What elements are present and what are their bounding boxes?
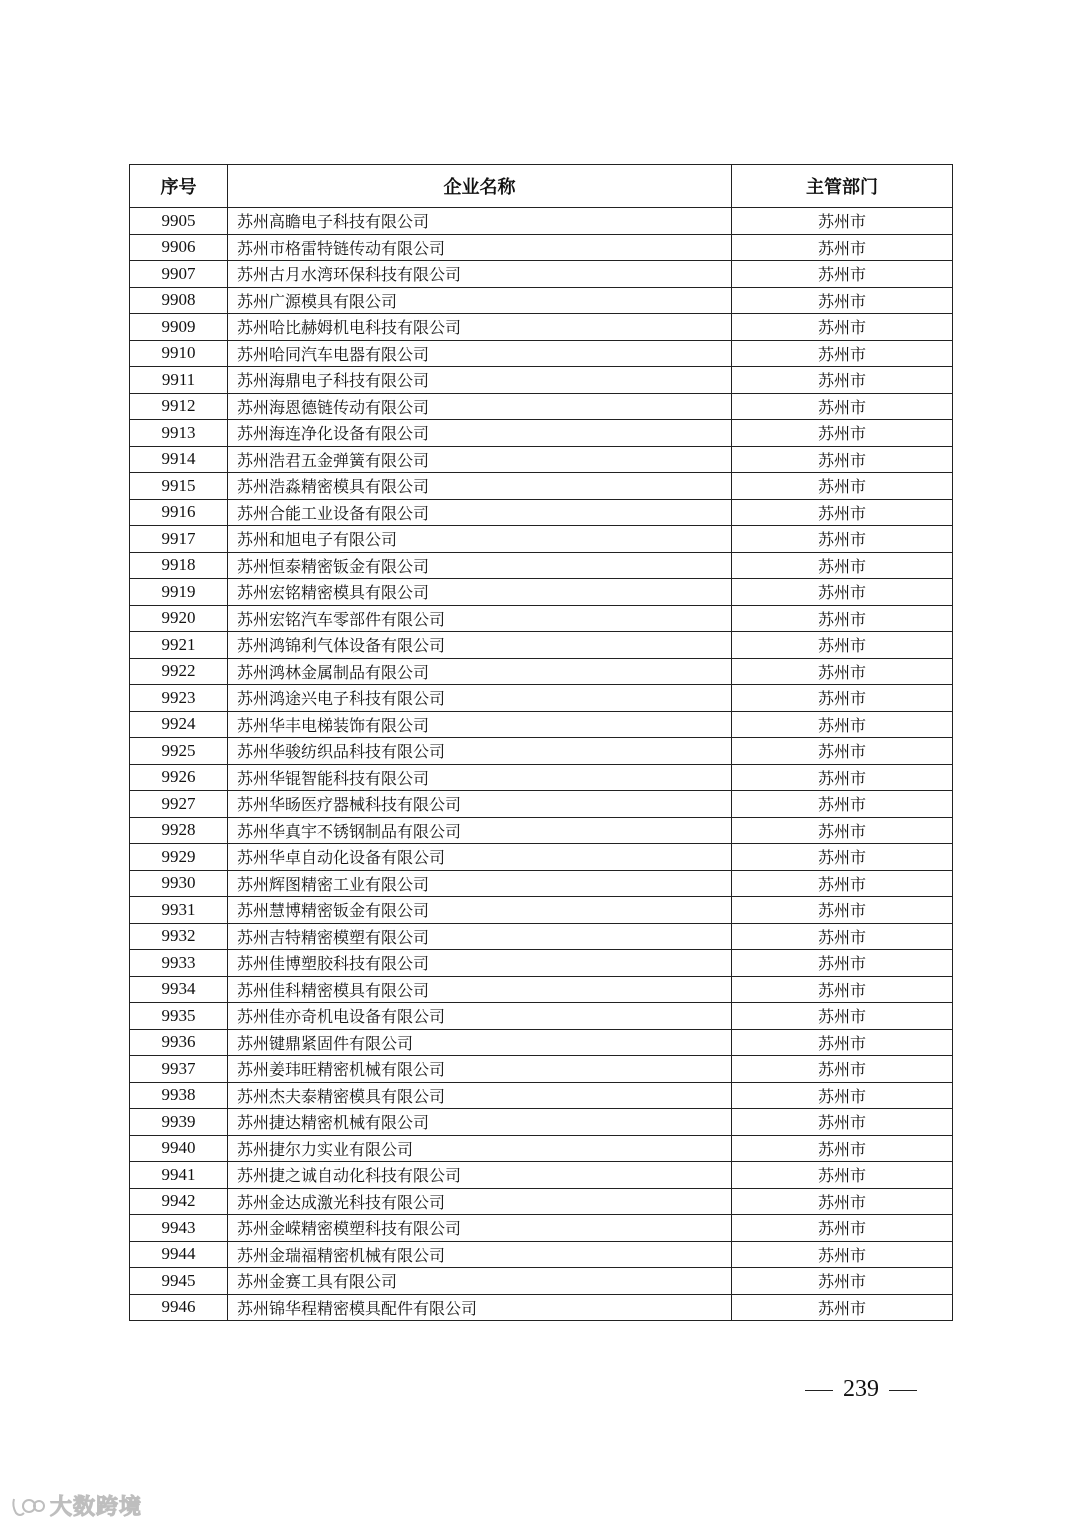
company-name-cell: 苏州宏铭精密模具有限公司 [228, 579, 732, 606]
department-cell: 苏州市 [732, 1082, 953, 1109]
table-row [130, 1215, 953, 1242]
serial-number-cell: 9928 [130, 817, 228, 844]
serial-number-cell: 9941 [130, 1162, 228, 1189]
department-cell: 苏州市 [732, 738, 953, 765]
company-name-cell: 苏州和旭电子有限公司 [228, 526, 732, 553]
serial-number-cell: 9933 [130, 950, 228, 977]
table-row [130, 685, 953, 712]
serial-number-cell: 9909 [130, 314, 228, 341]
table-row [130, 1241, 953, 1268]
company-name-cell: 苏州杰夫泰精密模具有限公司 [228, 1082, 732, 1109]
company-name-cell: 苏州宏铭汽车零部件有限公司 [228, 605, 732, 632]
serial-number-cell: 9922 [130, 658, 228, 685]
table-row [130, 1056, 953, 1083]
serial-number-cell: 9929 [130, 844, 228, 871]
company-name-cell: 苏州姜玮旺精密机械有限公司 [228, 1056, 732, 1083]
company-name-cell: 苏州金嵘精密模塑科技有限公司 [228, 1215, 732, 1242]
department-cell: 苏州市 [732, 711, 953, 738]
header-serial-number: 序号 [130, 165, 228, 208]
company-name-cell: 苏州键鼎紧固件有限公司 [228, 1029, 732, 1056]
dash-right [889, 1390, 917, 1391]
department-cell: 苏州市 [732, 1162, 953, 1189]
company-name-cell: 苏州佳亦奇机电设备有限公司 [228, 1003, 732, 1030]
department-cell: 苏州市 [732, 340, 953, 367]
company-name-cell: 苏州金瑞福精密机械有限公司 [228, 1241, 732, 1268]
table-row [130, 393, 953, 420]
watermark [10, 1490, 142, 1521]
department-cell: 苏州市 [732, 632, 953, 659]
serial-number-cell: 9905 [130, 208, 228, 235]
company-name-cell: 苏州恒泰精密钣金有限公司 [228, 552, 732, 579]
department-cell: 苏州市 [732, 844, 953, 871]
table-row [130, 1029, 953, 1056]
serial-number-cell: 9926 [130, 764, 228, 791]
table-row [130, 817, 953, 844]
table-row [130, 526, 953, 553]
company-name-cell: 苏州慧博精密钣金有限公司 [228, 897, 732, 924]
table-row [130, 499, 953, 526]
company-name-cell: 苏州华真宇不锈钢制品有限公司 [228, 817, 732, 844]
department-cell: 苏州市 [732, 367, 953, 394]
table-row [130, 261, 953, 288]
company-name-cell: 苏州锦华程精密模具配件有限公司 [228, 1294, 732, 1321]
table-row [130, 658, 953, 685]
company-name-cell: 苏州哈比赫姆机电科技有限公司 [228, 314, 732, 341]
serial-number-cell: 9923 [130, 685, 228, 712]
department-cell: 苏州市 [732, 234, 953, 261]
department-cell: 苏州市 [732, 499, 953, 526]
table-row [130, 791, 953, 818]
company-name-cell: 苏州哈同汽车电器有限公司 [228, 340, 732, 367]
company-name-cell: 苏州高瞻电子科技有限公司 [228, 208, 732, 235]
department-cell: 苏州市 [732, 1294, 953, 1321]
department-cell: 苏州市 [732, 605, 953, 632]
company-name-cell: 苏州佳科精密模具有限公司 [228, 976, 732, 1003]
department-cell: 苏州市 [732, 923, 953, 950]
company-name-cell: 苏州海连净化设备有限公司 [228, 420, 732, 447]
serial-number-cell: 9916 [130, 499, 228, 526]
table-row [130, 208, 953, 235]
company-name-cell: 苏州华卓自动化设备有限公司 [228, 844, 732, 871]
table-row [130, 1003, 953, 1030]
page-number [795, 1376, 927, 1403]
department-cell: 苏州市 [732, 208, 953, 235]
department-cell: 苏州市 [732, 764, 953, 791]
serial-number-cell: 9940 [130, 1135, 228, 1162]
department-cell: 苏州市 [732, 473, 953, 500]
serial-number-cell: 9946 [130, 1294, 228, 1321]
serial-number-cell: 9921 [130, 632, 228, 659]
table-row [130, 1109, 953, 1136]
company-name-cell: 苏州鸿锦利气体设备有限公司 [228, 632, 732, 659]
table-row [130, 579, 953, 606]
serial-number-cell: 9944 [130, 1241, 228, 1268]
department-cell: 苏州市 [732, 314, 953, 341]
department-cell: 苏州市 [732, 1188, 953, 1215]
company-name-cell: 苏州鸿途兴电子科技有限公司 [228, 685, 732, 712]
department-cell: 苏州市 [732, 420, 953, 447]
table-row [130, 1294, 953, 1321]
serial-number-cell: 9945 [130, 1268, 228, 1295]
table-row [130, 605, 953, 632]
department-cell: 苏州市 [732, 1029, 953, 1056]
department-cell: 苏州市 [732, 658, 953, 685]
serial-number-cell: 9910 [130, 340, 228, 367]
table-header-row [130, 165, 953, 208]
table-row [130, 420, 953, 447]
table-body [130, 208, 953, 1321]
table-row [130, 340, 953, 367]
table-row [130, 552, 953, 579]
company-name-cell: 苏州古月水湾环保科技有限公司 [228, 261, 732, 288]
company-name-cell: 苏州捷之诚自动化科技有限公司 [228, 1162, 732, 1189]
department-cell: 苏州市 [732, 526, 953, 553]
company-name-cell: 苏州佳博塑胶科技有限公司 [228, 950, 732, 977]
department-cell: 苏州市 [732, 897, 953, 924]
company-name-cell: 苏州海鼎电子科技有限公司 [228, 367, 732, 394]
table-row [130, 1082, 953, 1109]
watermark-text: 大数跨境 [50, 1495, 143, 1520]
department-cell: 苏州市 [732, 1241, 953, 1268]
header-company-name: 企业名称 [228, 165, 732, 208]
serial-number-cell: 9915 [130, 473, 228, 500]
company-name-cell: 苏州华骏纺织品科技有限公司 [228, 738, 732, 765]
department-cell: 苏州市 [732, 1109, 953, 1136]
company-table [129, 164, 953, 1321]
table-row [130, 234, 953, 261]
serial-number-cell: 9914 [130, 446, 228, 473]
department-cell: 苏州市 [732, 446, 953, 473]
company-name-cell: 苏州广源模具有限公司 [228, 287, 732, 314]
serial-number-cell: 9927 [130, 791, 228, 818]
table-row [130, 1268, 953, 1295]
table-row [130, 473, 953, 500]
serial-number-cell: 9925 [130, 738, 228, 765]
serial-number-cell: 9937 [130, 1056, 228, 1083]
header-department: 主管部门 [732, 165, 953, 208]
department-cell: 苏州市 [732, 1268, 953, 1295]
table-row [130, 764, 953, 791]
department-cell: 苏州市 [732, 685, 953, 712]
company-name-cell: 苏州吉特精密模塑有限公司 [228, 923, 732, 950]
serial-number-cell: 9918 [130, 552, 228, 579]
company-name-cell: 苏州金赛工具有限公司 [228, 1268, 732, 1295]
serial-number-cell: 9934 [130, 976, 228, 1003]
serial-number-cell: 9913 [130, 420, 228, 447]
table-row [130, 738, 953, 765]
table-row [130, 923, 953, 950]
company-name-cell: 苏州捷达精密机械有限公司 [228, 1109, 732, 1136]
department-cell: 苏州市 [732, 1003, 953, 1030]
department-cell: 苏州市 [732, 1135, 953, 1162]
table-row [130, 287, 953, 314]
serial-number-cell: 9906 [130, 234, 228, 261]
serial-number-cell: 9920 [130, 605, 228, 632]
table-row [130, 446, 953, 473]
serial-number-cell: 9930 [130, 870, 228, 897]
department-cell: 苏州市 [732, 552, 953, 579]
table-row [130, 844, 953, 871]
department-cell: 苏州市 [732, 950, 953, 977]
company-name-cell: 苏州浩君五金弹簧有限公司 [228, 446, 732, 473]
company-name-cell: 苏州合能工业设备有限公司 [228, 499, 732, 526]
company-name-cell: 苏州市格雷特链传动有限公司 [228, 234, 732, 261]
company-name-cell: 苏州捷尔力实业有限公司 [228, 1135, 732, 1162]
page-number-value: 239 [843, 1376, 879, 1402]
company-name-cell: 苏州金达成激光科技有限公司 [228, 1188, 732, 1215]
serial-number-cell: 9938 [130, 1082, 228, 1109]
company-name-cell: 苏州华旸医疗器械科技有限公司 [228, 791, 732, 818]
department-cell: 苏州市 [732, 1056, 953, 1083]
department-cell: 苏州市 [732, 287, 953, 314]
serial-number-cell: 9942 [130, 1188, 228, 1215]
serial-number-cell: 9932 [130, 923, 228, 950]
department-cell: 苏州市 [732, 817, 953, 844]
table-row [130, 314, 953, 341]
table-row [130, 1162, 953, 1189]
serial-number-cell: 9936 [130, 1029, 228, 1056]
table-row [130, 632, 953, 659]
serial-number-cell: 9908 [130, 287, 228, 314]
serial-number-cell: 9931 [130, 897, 228, 924]
table-row [130, 367, 953, 394]
serial-number-cell: 9907 [130, 261, 228, 288]
dash-left [805, 1390, 833, 1391]
serial-number-cell: 9924 [130, 711, 228, 738]
table-row [130, 870, 953, 897]
serial-number-cell: 9912 [130, 393, 228, 420]
department-cell: 苏州市 [732, 870, 953, 897]
company-name-cell: 苏州华锟智能科技有限公司 [228, 764, 732, 791]
department-cell: 苏州市 [732, 791, 953, 818]
table-row [130, 711, 953, 738]
serial-number-cell: 9939 [130, 1109, 228, 1136]
serial-number-cell: 9919 [130, 579, 228, 606]
serial-number-cell: 9943 [130, 1215, 228, 1242]
serial-number-cell: 9911 [130, 367, 228, 394]
table-row [130, 1135, 953, 1162]
table-row [130, 976, 953, 1003]
department-cell: 苏州市 [732, 393, 953, 420]
company-name-cell: 苏州海恩德链传动有限公司 [228, 393, 732, 420]
table-row [130, 950, 953, 977]
brand-logo-icon [10, 1493, 46, 1519]
department-cell: 苏州市 [732, 261, 953, 288]
department-cell: 苏州市 [732, 579, 953, 606]
company-name-cell: 苏州鸿林金属制品有限公司 [228, 658, 732, 685]
company-name-cell: 苏州华丰电梯装饰有限公司 [228, 711, 732, 738]
company-name-cell: 苏州浩淼精密模具有限公司 [228, 473, 732, 500]
department-cell: 苏州市 [732, 1215, 953, 1242]
company-name-cell: 苏州辉图精密工业有限公司 [228, 870, 732, 897]
department-cell: 苏州市 [732, 976, 953, 1003]
serial-number-cell: 9917 [130, 526, 228, 553]
table-row [130, 897, 953, 924]
table-row [130, 1188, 953, 1215]
serial-number-cell: 9935 [130, 1003, 228, 1030]
